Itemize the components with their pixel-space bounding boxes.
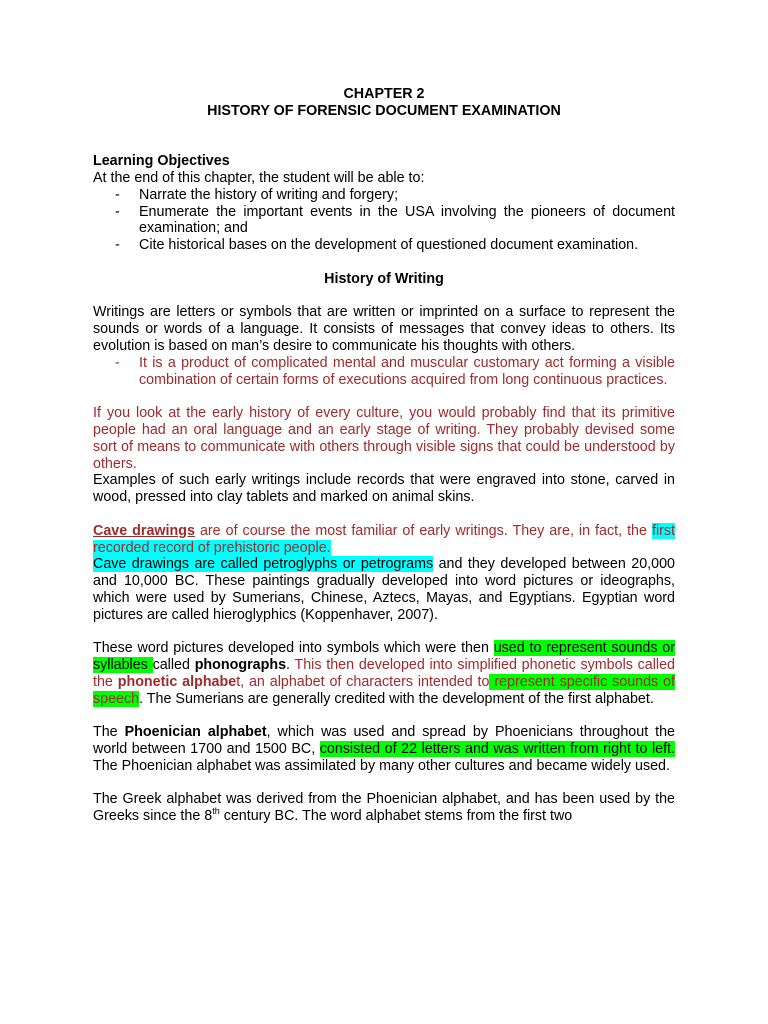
paragraph-cave-drawings: Cave drawings are of course the most familiar of early writings. They are, in fact, the first recorded record of prehistoric people. Cave drawings are called petroglyphs or petrograms and they developed between 20,000 and 10,000 BC. These paintings gradually developed into word pictures or ideographs, which were used by Sumerians, Chinese, Aztecs, Mayas, and Egyptians. Egyptian word pictures are called hieroglyphics (Koppenhaver, 2007).: [93, 522, 675, 623]
highlight-cyan: Cave drawings are called petroglyphs or petrograms: [93, 556, 434, 573]
term-phonographs: phonographs: [194, 657, 287, 674]
term-phoenician-alphabet: Phoenician alphabet: [124, 724, 267, 741]
paragraph-greek: The Greek alphabet was derived from the Phoenician alphabet, and has been used by the Greeks since the 8th century BC. The word alphabet stems from the first two: [93, 791, 675, 825]
objectives-intro: At the end of this chapter, the student will be able to:: [93, 169, 425, 186]
paragraph-writings: Writings are letters or symbols that are written or imprinted on a surface to represent the sounds or words of a language. It consists of messages that convey ideas to others. Its evolution is based on man’s desire to communicate his thoughts with others.: [93, 304, 675, 354]
highlight-green: used to represent sounds or syllables: [93, 640, 675, 674]
objective-item: - Cite historical bases on the development of questioned document examination.: [115, 237, 639, 254]
paragraph-word-pictures: These word pictures developed into symbols which were then used to represent sounds or syllables called phonographs. This then developed into simplified phonetic symbols called the phonetic alphabet, an alphabet of characters intended to represent specific sounds of speech. The Sumerians are generally credited with the development of the first alphabet.: [93, 640, 676, 707]
objective-item: - Narrate the history of writing and forgery;: [115, 186, 399, 203]
objectives-list: [93, 187, 675, 254]
paragraph-early-history: If you look at the early history of every culture, you would probably find that its primitive people had an oral language and an early stage of writing. They probably devised some sort of means to communicate with others through visible signs that could be understood by others.: [93, 405, 675, 472]
objectives-heading: Learning Objectives: [93, 153, 230, 170]
highlight-cyan: first recorded record of prehistoric people.: [93, 522, 675, 556]
paragraph-examples: Examples of such early writings include records that were engraved into stone, carved in wood, pressed into clay tablets and marked on animal skins.: [93, 472, 675, 506]
chapter-title: HISTORY OF FORENSIC DOCUMENT EXAMINATION: [207, 102, 561, 119]
writing-bullet: - It is a product of complicated mental and muscular customary act forming a visible combination of certain forms of executions acquired from long continuous practices.: [115, 354, 675, 388]
highlight-green: represent specific sounds of speech: [93, 673, 675, 707]
objective-item: - Enumerate the important events in the USA involving the pioneers of document examination; and: [115, 203, 675, 237]
writing-bullet-list: [93, 355, 675, 389]
term-phonetic-alphabet: phonetic alphabe: [117, 673, 237, 690]
section-heading: History of Writing: [324, 270, 444, 287]
highlight-green: consisted of 22 letters and was written from right to left.: [319, 741, 675, 758]
chapter-number: CHAPTER 2: [343, 86, 425, 102]
document-page: [93, 86, 675, 825]
superscript: th: [212, 806, 220, 817]
paragraph-phoenician: The Phoenician alphabet, which was used and spread by Phoenicians throughout the world between 1700 and 1500 BC, consisted of 22 letters and was written from right to left. The Phoenician alphabet was assimilated by many other cultures and became widely used.: [93, 724, 676, 774]
term-cave-drawings: Cave drawings: [93, 522, 195, 539]
